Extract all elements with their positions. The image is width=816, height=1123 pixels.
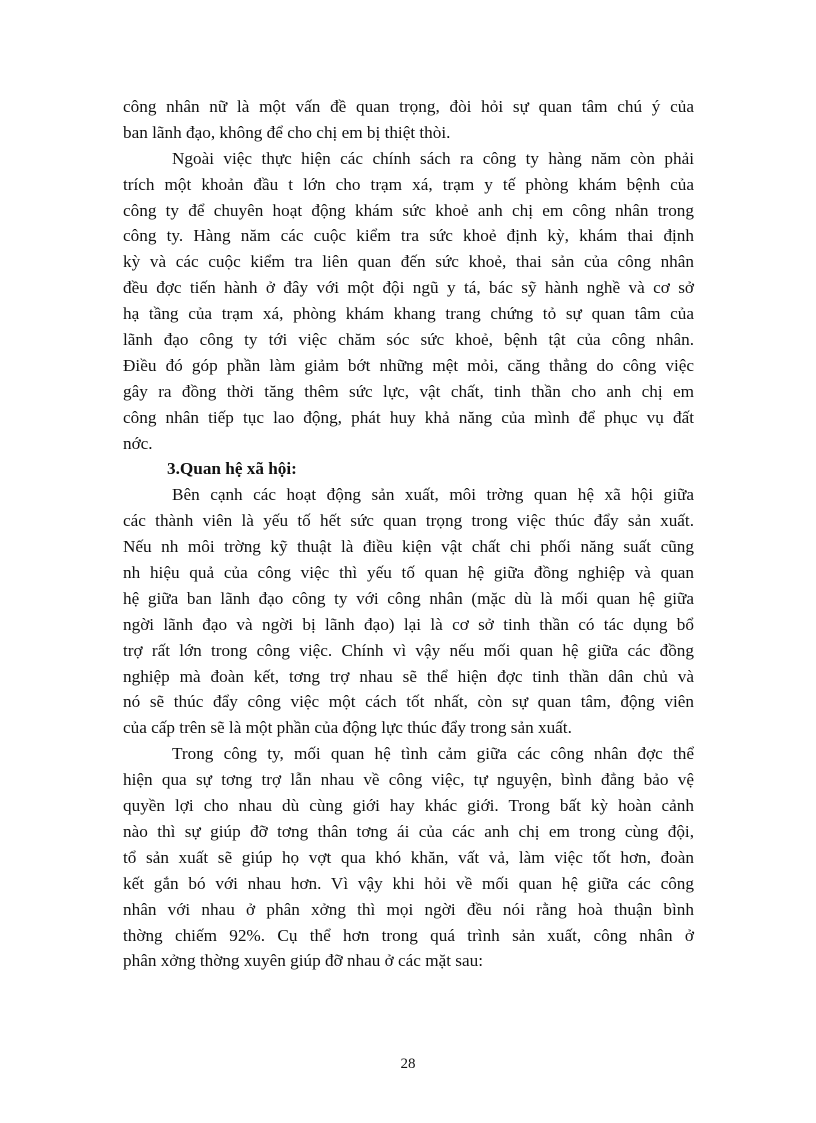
text-line: kỳ và các cuộc kiểm tra liên quan đến sức khoẻ, thai sản của công nhân — [123, 252, 694, 272]
text-line: ngời lãnh đạo và ngời bị lãnh đạo) lại là cơ sở tinh thần có tác dụng bổ — [123, 614, 694, 634]
text-line: kết gắn bó với nhau hơn. Vì vậy khi hỏi về mối quan hệ giữa các công — [123, 873, 694, 893]
text-line: đều đợc tiến hành ở đây với một đội ngũ y tá, bác sỹ hành nghề và cơ sở — [123, 278, 694, 298]
text-line: Điều đó góp phần làm giảm bớt những mệt mỏi, căng thẳng do công việc — [123, 355, 694, 375]
text-line: gây ra đồng thời tăng thêm sức lực, vật chất, tinh thần cho anh chị em — [123, 381, 694, 401]
text-line: tổ sản xuất sẽ giúp họ vợt qua khó khăn, vất vả, làm việc tốt hơn, đoàn — [123, 847, 694, 867]
text-line: phân xởng thờng xuyên giúp đỡ nhau ở các mặt sau: — [123, 951, 483, 971]
text-line: công nhân nữ là một vấn đề quan trọng, đòi hỏi sự quan tâm chú ý của — [123, 97, 694, 116]
text-line: Nếu nh môi trờng kỹ thuật là điều kiện vật chất chi phối năng suất cũng — [123, 537, 694, 557]
page-number: 28 — [400, 1056, 416, 1072]
text-line: trợ rất lớn trong công việc. Chính vì vậy nếu mối quan hệ giữa các đồng — [123, 640, 694, 660]
text-line: nó sẽ thúc đẩy công việc một cách tốt nhất, còn sự quan tâm, động viên — [123, 692, 694, 712]
document-body — [123, 94, 694, 974]
text-line: hạ tầng của trạm xá, phòng khám khang trang chứng tỏ sự quan tâm của — [123, 304, 694, 324]
text-line: nh hiệu quả của công việc thì yếu tố quan hệ giữa đồng nghiệp và quan — [123, 563, 694, 583]
text-line: nớc. — [123, 433, 153, 453]
text-line: quyền lợi cho nhau dù cùng giới hay khác giới. Trong bất kỳ hoàn cảnh — [123, 796, 694, 816]
text-line: của cấp trên sẽ là một phần của động lực thúc đẩy trong sản xuất. — [123, 718, 572, 738]
text-line: Bên cạnh các hoạt động sản xuất, môi trờng quan hệ xã hội giữa — [172, 485, 694, 505]
text-line: trích một khoản đầu t lớn cho trạm xá, trạm y tế phòng khám bệnh của — [123, 174, 694, 194]
text-line: công nhân tiếp tục lao động, phát huy khả năng của mình để phục vụ đất — [123, 407, 694, 427]
text-line: Trong công ty, mối quan hệ tình cảm giữa các công nhân đợc thể — [172, 744, 694, 764]
text-line: thờng chiếm 92%. Cụ thể hơn trong quá trình sản xuất, công nhân ở — [123, 925, 694, 945]
text-line: nghiệp mà đoàn kết, tơng trợ nhau sẽ thể hiện đợc tinh thần dân chủ và — [123, 666, 694, 686]
text-line: công ty. Hàng năm các cuộc kiểm tra sức khoẻ định kỳ, khám thai định — [123, 226, 694, 246]
section-heading: 3.Quan hệ xã hội: — [167, 459, 297, 479]
text-line: các thành viên là yếu tố hết sức quan trọng trong việc thúc đẩy sản xuất. — [123, 511, 694, 531]
text-line: nhân với nhau ở phân xởng thì mọi ngời đều nói rằng hoà thuận bình — [123, 899, 694, 919]
text-line: lãnh đạo công ty tới việc chăm sóc sức khoẻ, bệnh tật của công nhân. — [123, 330, 694, 350]
text-line: ban lãnh đạo, không để cho chị em bị thiệt thòi. — [123, 122, 451, 142]
text-line: nào thì sự giúp đỡ tơng thân tơng ái của các anh chị em trong cùng đội, — [123, 821, 694, 841]
text-line: công ty để chuyên hoạt động khám sức khoẻ anh chị em công nhân trong — [123, 200, 694, 220]
text-line: hệ giữa ban lãnh đạo công ty với công nhân (mặc dù là mối quan hệ giữa — [123, 588, 694, 608]
text-line: hiện qua sự tơng trợ lẫn nhau về công việc, tự nguyện, bình đẳng bảo vệ — [123, 770, 694, 790]
text-line: Ngoài việc thực hiện các chính sách ra công ty hàng năm còn phải — [172, 148, 694, 168]
